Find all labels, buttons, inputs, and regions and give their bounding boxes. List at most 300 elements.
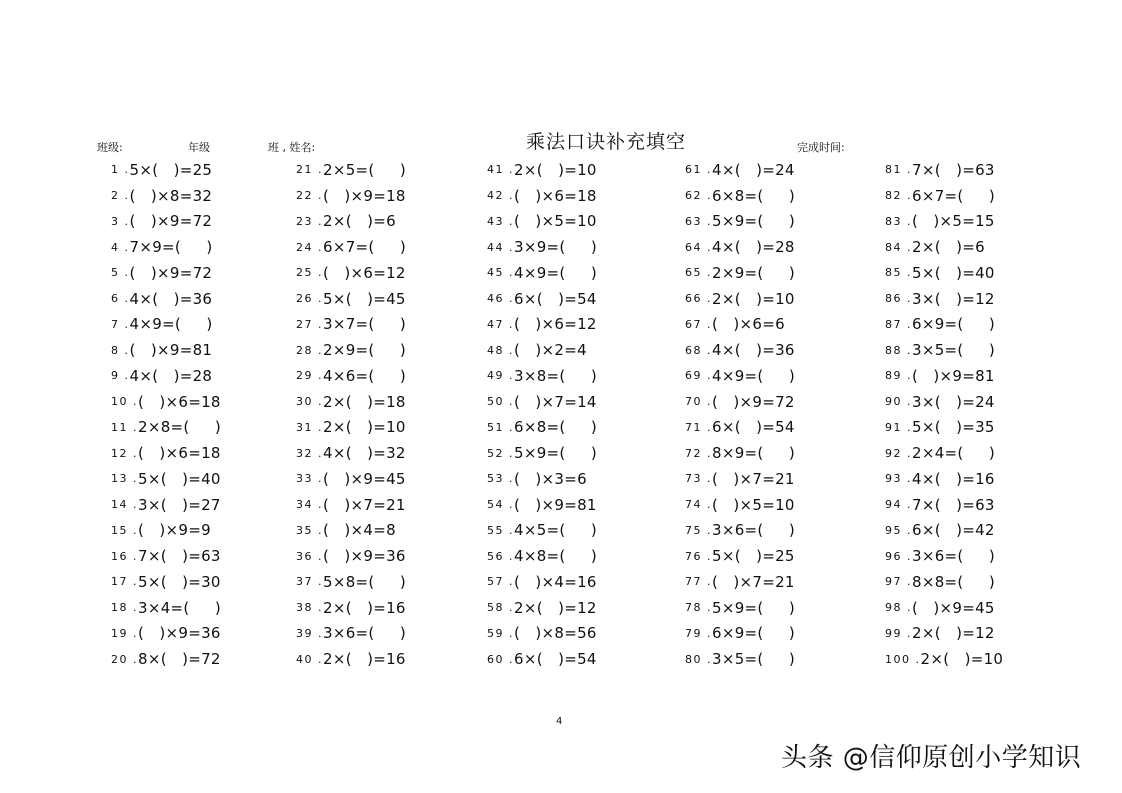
problem-expression: 2×8=( ): [138, 418, 222, 437]
problem-expression: 5×9=( ): [514, 444, 598, 463]
problem-number: 55 .: [487, 523, 514, 537]
problem-item: [487, 337, 677, 363]
problem-item: [885, 440, 1075, 466]
problem-item: [885, 492, 1075, 518]
problem-number: 30 .: [296, 395, 323, 409]
problem-expression: 2×9=( ): [712, 263, 796, 282]
problem-item: [296, 234, 486, 260]
problem-expression: ( )×8=56: [514, 624, 597, 643]
problem-number: 27 .: [296, 317, 323, 331]
problem-column-5: [885, 157, 1075, 672]
problem-number: 3 .: [111, 214, 130, 228]
problem-expression: 6×9=( ): [912, 315, 996, 334]
problem-expression: 2×( )=10: [712, 289, 795, 308]
problem-expression: ( )×9=81: [514, 495, 597, 514]
problem-item: [296, 389, 486, 415]
problem-item: [885, 363, 1075, 389]
problem-item: [685, 363, 875, 389]
problem-expression: 5×( )=40: [912, 263, 995, 282]
problem-number: 96 .: [885, 549, 912, 563]
problem-expression: 2×( )=10: [323, 418, 406, 437]
problem-number: 15 .: [111, 523, 138, 537]
problem-number: 73 .: [685, 472, 712, 486]
problem-item: [487, 209, 677, 235]
problem-item: [111, 440, 301, 466]
problem-item: [296, 312, 486, 338]
problem-number: 68 .: [685, 343, 712, 357]
problem-number: 56 .: [487, 549, 514, 563]
problem-item: [111, 569, 301, 595]
problem-expression: 5×( )=45: [323, 289, 406, 308]
problem-number: 89 .: [885, 369, 912, 383]
problem-expression: ( )×7=21: [323, 495, 406, 514]
problem-expression: ( )×9=72: [712, 392, 795, 411]
problem-number: 35 .: [296, 523, 323, 537]
problem-item: [296, 595, 486, 621]
watermark: 头条 @信仰原创小学知识: [781, 743, 1082, 773]
problem-number: 79 .: [685, 626, 712, 640]
problem-expression: ( )×6=12: [323, 263, 406, 282]
problem-expression: 4×9=( ): [712, 366, 796, 385]
problem-number: 44 .: [487, 240, 514, 254]
problem-item: [685, 389, 875, 415]
problem-item: [487, 183, 677, 209]
problem-item: [296, 518, 486, 544]
problem-item: [296, 363, 486, 389]
problem-expression: 2×( )=6: [912, 238, 985, 257]
problem-expression: 3×7=( ): [323, 315, 407, 334]
problem-number: 82 .: [885, 189, 912, 203]
problem-number: 67 .: [685, 317, 712, 331]
problem-expression: 6×( )=54: [514, 289, 597, 308]
problem-item: [111, 595, 301, 621]
problem-item: [296, 492, 486, 518]
problem-item: [111, 415, 301, 441]
problem-item: [487, 286, 677, 312]
problem-item: [487, 415, 677, 441]
problem-number: 97 .: [885, 575, 912, 589]
problem-item: [487, 646, 677, 672]
problem-item: [885, 621, 1075, 647]
problem-number: 31 .: [296, 420, 323, 434]
problem-number: 19 .: [111, 626, 138, 640]
problem-number: 6 .: [111, 292, 130, 306]
problem-item: [885, 595, 1075, 621]
problem-number: 62 .: [685, 189, 712, 203]
problem-number: 29 .: [296, 369, 323, 383]
problem-item: [487, 260, 677, 286]
problem-expression: 2×( )=6: [323, 212, 396, 231]
problem-column-3: [487, 157, 677, 672]
problem-item: [111, 363, 301, 389]
problem-item: [487, 157, 677, 183]
problem-item: [111, 466, 301, 492]
problem-number: 42 .: [487, 189, 514, 203]
problem-grid: [0, 157, 1122, 677]
problem-item: [111, 234, 301, 260]
problem-expression: 4×( )=28: [129, 366, 213, 385]
problem-number: 60 .: [487, 652, 514, 666]
problem-number: 74 .: [685, 498, 712, 512]
problem-item: [487, 466, 677, 492]
problem-expression: 4×( )=24: [712, 160, 795, 179]
problem-number: 39 .: [296, 626, 323, 640]
problem-number: 95 .: [885, 523, 912, 537]
problem-number: 59 .: [487, 626, 514, 640]
problem-number: 32 .: [296, 446, 323, 460]
completion-time-label: 完成时间:: [797, 141, 845, 154]
problem-item: [885, 543, 1075, 569]
problem-expression: ( )×9=81: [129, 341, 213, 360]
problem-number: 36 .: [296, 549, 323, 563]
problem-number: 22 .: [296, 189, 323, 203]
problem-item: [685, 595, 875, 621]
problem-expression: 3×( )=24: [912, 392, 995, 411]
problem-item: [487, 518, 677, 544]
problem-item: [111, 646, 301, 672]
problem-item: [487, 492, 677, 518]
problem-number: 84 .: [885, 240, 912, 254]
problem-item: [111, 183, 301, 209]
problem-number: 45 .: [487, 266, 514, 280]
problem-expression: 2×( )=16: [323, 598, 406, 617]
class-label: 班级:: [97, 141, 123, 154]
problem-expression: ( )×3=6: [514, 469, 587, 488]
problem-item: [885, 209, 1075, 235]
problem-expression: 3×4=( ): [138, 598, 222, 617]
problem-expression: ( )×5=15: [912, 212, 995, 231]
problem-expression: ( )×9=72: [129, 263, 213, 282]
problem-expression: ( )×6=18: [138, 444, 221, 463]
problem-expression: ( )×9=72: [129, 212, 213, 231]
problem-expression: 3×( )=27: [138, 495, 221, 514]
problem-number: 98 .: [885, 601, 912, 615]
problem-expression: 6×7=( ): [323, 238, 407, 257]
problem-item: [685, 543, 875, 569]
problem-number: 49 .: [487, 369, 514, 383]
problem-item: [296, 157, 486, 183]
problem-item: [685, 621, 875, 647]
problem-number: 2 .: [111, 189, 130, 203]
problem-number: 12 .: [111, 446, 138, 460]
problem-item: [111, 389, 301, 415]
problem-item: [685, 492, 875, 518]
problem-expression: 5×( )=30: [138, 572, 221, 591]
problem-number: 80 .: [685, 652, 712, 666]
problem-item: [885, 337, 1075, 363]
problem-expression: ( )×9=36: [138, 624, 221, 643]
worksheet-title: 乘法口诀补充填空: [526, 131, 687, 153]
problem-number: 91 .: [885, 420, 912, 434]
problem-item: [111, 312, 301, 338]
problem-item: [885, 312, 1075, 338]
problem-expression: ( )×9=81: [912, 366, 995, 385]
problem-expression: 3×5=( ): [912, 341, 996, 360]
problem-item: [111, 621, 301, 647]
problem-item: [685, 286, 875, 312]
problem-item: [296, 260, 486, 286]
problem-number: 28 .: [296, 343, 323, 357]
problem-expression: 6×7=( ): [912, 186, 996, 205]
problem-item: [885, 183, 1075, 209]
problem-item: [111, 157, 301, 183]
problem-number: 69 .: [685, 369, 712, 383]
problem-item: [885, 569, 1075, 595]
problem-expression: 5×9=( ): [712, 212, 796, 231]
problem-expression: ( )×6=18: [514, 186, 597, 205]
problem-item: [296, 286, 486, 312]
problem-item: [487, 363, 677, 389]
problem-expression: ( )×8=32: [129, 186, 213, 205]
problem-number: 52 .: [487, 446, 514, 460]
problem-item: [885, 286, 1075, 312]
problem-number: 76 .: [685, 549, 712, 563]
problem-expression: 5×( )=25: [712, 547, 795, 566]
problem-number: 61 .: [685, 163, 712, 177]
problem-number: 16 .: [111, 549, 138, 563]
problem-number: 38 .: [296, 601, 323, 615]
problem-number: 26 .: [296, 292, 323, 306]
problem-item: [885, 466, 1075, 492]
problem-item: [111, 209, 301, 235]
problem-number: 47 .: [487, 317, 514, 331]
problem-expression: ( )×2=4: [514, 341, 587, 360]
problem-number: 48 .: [487, 343, 514, 357]
problem-expression: ( )×5=10: [712, 495, 795, 514]
problem-number: 5 .: [111, 266, 130, 280]
name-label: 班 , 姓名:: [268, 141, 316, 154]
problem-item: [885, 234, 1075, 260]
problem-expression: 2×( )=10: [514, 160, 597, 179]
problem-item: [685, 157, 875, 183]
problem-number: 43 .: [487, 214, 514, 228]
problem-expression: ( )×9=36: [323, 547, 406, 566]
problem-expression: 2×( )=12: [912, 624, 995, 643]
problem-item: [685, 183, 875, 209]
problem-number: 90 .: [885, 395, 912, 409]
problem-expression: 6×( )=54: [712, 418, 795, 437]
problem-number: 64 .: [685, 240, 712, 254]
problem-item: [296, 569, 486, 595]
problem-number: 4 .: [111, 240, 130, 254]
problem-number: 72 .: [685, 446, 712, 460]
problem-item: [111, 337, 301, 363]
problem-item: [487, 234, 677, 260]
problem-expression: ( )×5=10: [514, 212, 597, 231]
problem-number: 17 .: [111, 575, 138, 589]
problem-item: [685, 337, 875, 363]
problem-item: [111, 260, 301, 286]
problem-item: [487, 543, 677, 569]
problem-item: [296, 466, 486, 492]
problem-expression: ( )×9=9: [138, 521, 211, 540]
problem-expression: 3×6=( ): [912, 547, 996, 566]
problem-item: [487, 440, 677, 466]
problem-number: 57 .: [487, 575, 514, 589]
problem-number: 85 .: [885, 266, 912, 280]
problem-expression: 3×6=( ): [323, 624, 407, 643]
problem-number: 51 .: [487, 420, 514, 434]
problem-expression: 5×9=( ): [712, 598, 796, 617]
worksheet-header: [0, 0, 1122, 160]
problem-expression: 5×( )=40: [138, 469, 221, 488]
problem-item: [487, 569, 677, 595]
problem-item: [111, 286, 301, 312]
problem-number: 78 .: [685, 601, 712, 615]
problem-expression: 8×8=( ): [912, 572, 996, 591]
problem-expression: 2×( )=16: [323, 650, 406, 669]
problem-expression: 3×8=( ): [514, 366, 598, 385]
problem-item: [885, 518, 1075, 544]
problem-expression: 4×9=( ): [514, 263, 598, 282]
problem-column-1: [111, 157, 301, 672]
problem-item: [111, 492, 301, 518]
problem-expression: 6×8=( ): [712, 186, 796, 205]
problem-number: 40 .: [296, 652, 323, 666]
grade-label: 年级: [188, 141, 210, 154]
problem-item: [111, 518, 301, 544]
problem-column-4: [685, 157, 875, 672]
problem-item: [296, 646, 486, 672]
problem-expression: ( )×4=16: [514, 572, 597, 591]
problem-number: 37 .: [296, 575, 323, 589]
problem-expression: 7×( )=63: [912, 160, 995, 179]
problem-item: [296, 543, 486, 569]
problem-item: [487, 389, 677, 415]
problem-expression: ( )×9=45: [912, 598, 995, 617]
problem-expression: 4×( )=32: [323, 444, 406, 463]
problem-item: [885, 646, 1075, 672]
problem-expression: ( )×6=6: [712, 315, 785, 334]
problem-item: [296, 337, 486, 363]
problem-expression: 6×( )=54: [514, 650, 597, 669]
problem-item: [685, 312, 875, 338]
problem-expression: 2×4=( ): [912, 444, 996, 463]
problem-item: [885, 389, 1075, 415]
problem-number: 46 .: [487, 292, 514, 306]
problem-number: 66 .: [685, 292, 712, 306]
problem-item: [685, 646, 875, 672]
problem-expression: 4×5=( ): [514, 521, 598, 540]
problem-number: 92 .: [885, 446, 912, 460]
problem-item: [685, 260, 875, 286]
problem-expression: 7×9=( ): [129, 238, 213, 257]
problem-item: [885, 260, 1075, 286]
problem-item: [296, 440, 486, 466]
problem-item: [487, 595, 677, 621]
problem-number: 58 .: [487, 601, 514, 615]
problem-number: 93 .: [885, 472, 912, 486]
problem-expression: 8×9=( ): [712, 444, 796, 463]
problem-expression: 4×9=( ): [129, 315, 213, 334]
problem-expression: ( )×7=21: [712, 469, 795, 488]
problem-item: [885, 157, 1075, 183]
problem-expression: 3×6=( ): [712, 521, 796, 540]
problem-expression: 5×( )=35: [912, 418, 995, 437]
problem-item: [111, 543, 301, 569]
problem-number: 99 .: [885, 626, 912, 640]
problem-expression: 3×( )=12: [912, 289, 995, 308]
problem-number: 11 .: [111, 420, 138, 434]
problem-number: 7 .: [111, 317, 130, 331]
problem-item: [487, 621, 677, 647]
problem-number: 20 .: [111, 652, 138, 666]
problem-expression: 6×( )=42: [912, 521, 995, 540]
problem-expression: 5×( )=25: [129, 160, 213, 179]
problem-item: [685, 518, 875, 544]
problem-item: [685, 415, 875, 441]
problem-item: [685, 440, 875, 466]
problem-number: 10 .: [111, 395, 138, 409]
problem-number: 53 .: [487, 472, 514, 486]
problem-expression: 2×( )=12: [514, 598, 597, 617]
problem-number: 70 .: [685, 395, 712, 409]
problem-expression: 3×5=( ): [712, 650, 796, 669]
problem-expression: 8×( )=72: [138, 650, 221, 669]
problem-number: 1 .: [111, 163, 130, 177]
problem-item: [885, 415, 1075, 441]
problem-expression: ( )×7=21: [712, 572, 795, 591]
problem-expression: 2×( )=18: [323, 392, 406, 411]
problem-number: 14 .: [111, 498, 138, 512]
problem-expression: 7×( )=63: [912, 495, 995, 514]
problem-number: 34 .: [296, 498, 323, 512]
problem-number: 71 .: [685, 420, 712, 434]
problem-number: 18 .: [111, 601, 138, 615]
problem-expression: 2×9=( ): [323, 341, 407, 360]
problem-number: 41 .: [487, 163, 514, 177]
problem-column-2: [296, 157, 486, 672]
problem-item: [685, 234, 875, 260]
problem-number: 54 .: [487, 498, 514, 512]
problem-number: 50 .: [487, 395, 514, 409]
problem-number: 23 .: [296, 214, 323, 228]
problem-number: 75 .: [685, 523, 712, 537]
problem-number: 83 .: [885, 214, 912, 228]
problem-item: [296, 183, 486, 209]
problem-number: 25 .: [296, 266, 323, 280]
problem-expression: 2×( )=10: [920, 650, 1004, 669]
problem-number: 65 .: [685, 266, 712, 280]
problem-number: 33 .: [296, 472, 323, 486]
problem-expression: ( )×7=14: [514, 392, 597, 411]
problem-expression: 6×9=( ): [712, 624, 796, 643]
problem-number: 24 .: [296, 240, 323, 254]
problem-expression: ( )×9=18: [323, 186, 406, 205]
problem-number: 87 .: [885, 317, 912, 331]
problem-number: 86 .: [885, 292, 912, 306]
problem-number: 77 .: [685, 575, 712, 589]
problem-expression: ( )×4=8: [323, 521, 396, 540]
page-number: 4: [556, 716, 563, 727]
problem-expression: 7×( )=63: [138, 547, 221, 566]
problem-expression: 4×8=( ): [514, 547, 598, 566]
problem-expression: 2×5=( ): [323, 160, 407, 179]
problem-expression: ( )×6=18: [138, 392, 221, 411]
problem-item: [296, 209, 486, 235]
problem-expression: 4×( )=16: [912, 469, 995, 488]
problem-expression: 4×6=( ): [323, 366, 407, 385]
problem-item: [685, 569, 875, 595]
problem-expression: 3×9=( ): [514, 238, 598, 257]
problem-item: [685, 466, 875, 492]
problem-number: 8 .: [111, 343, 130, 357]
problem-number: 9 .: [111, 369, 130, 383]
problem-expression: ( )×6=12: [514, 315, 597, 334]
problem-expression: ( )×9=45: [323, 469, 406, 488]
problem-item: [296, 621, 486, 647]
problem-expression: 6×8=( ): [514, 418, 598, 437]
